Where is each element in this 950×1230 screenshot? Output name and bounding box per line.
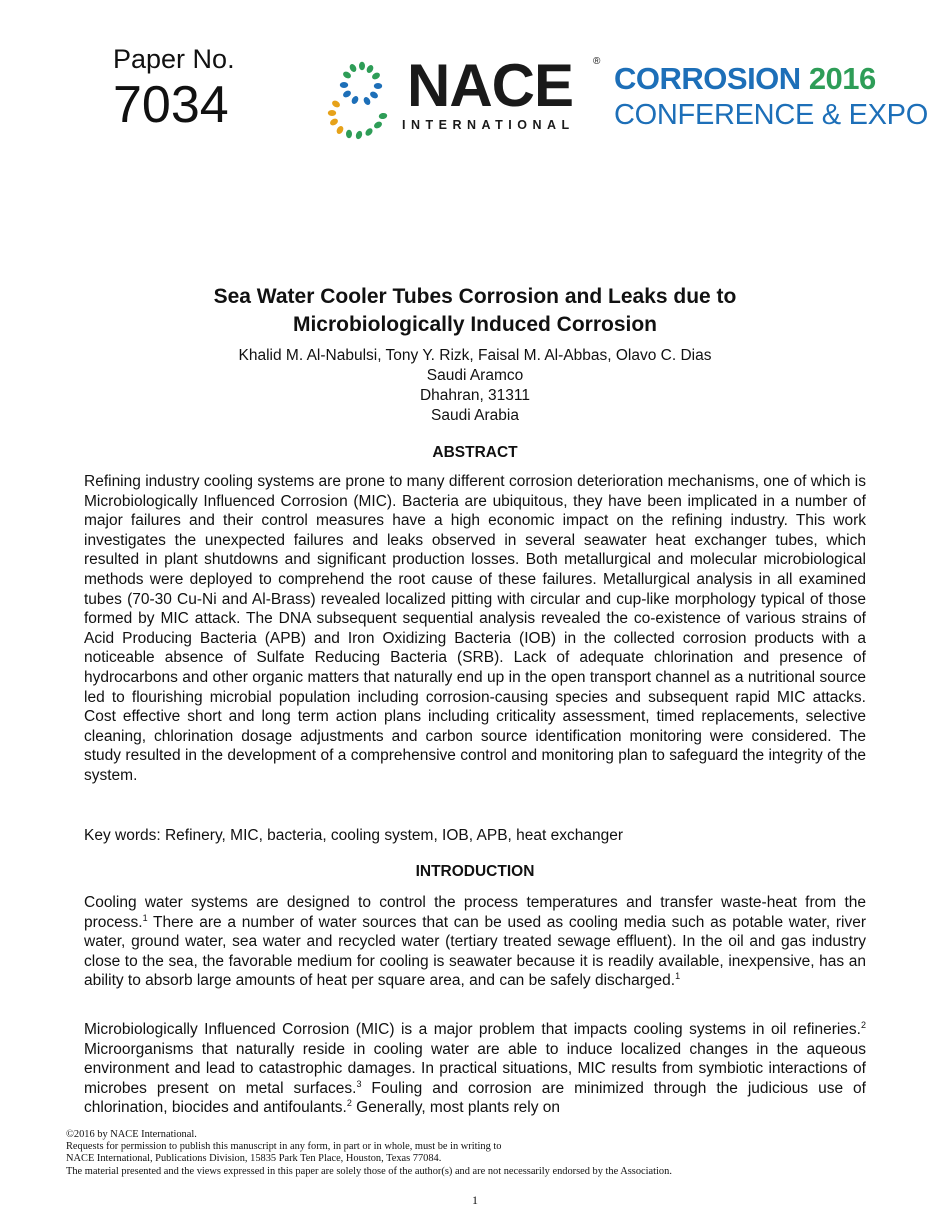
intro-paragraph-2: Microbiologically Influenced Corrosion (MIC) is a major problem that impacts cooling systems in oil refineries.$^2$ Microorganisms that naturally reside in cooling water are able to induce localized changes in the aqueous environment and lead to catastrophic damages. In practical situations, MIC results from symbiotic interactions of microbes present on metal surfaces.$^3$ Fouling and corrosion are minimized through the judicious use of chlorination, biocides and antifoulants.$^2$ Generally, most plants rely on: [84, 1019, 866, 1117]
conference-year: 2016: [808, 61, 876, 96]
address-line: NACE International, Publications Division, 15835 Park Ten Place, Houston, Texas 77084.: [66, 1153, 442, 1165]
copyright-footer: [66, 1129, 886, 1178]
conference-title: [614, 62, 928, 96]
citation-ref: 1: [142, 912, 148, 923]
nace-wordmark: NACE: [407, 52, 574, 119]
keywords: Key words: Refinery, MIC, bacteria, cooling system, IOB, APB, heat exchanger: [84, 827, 624, 844]
citation-ref: 3: [356, 1078, 362, 1089]
paper-number-block: [113, 44, 235, 134]
citation-ref: 1: [675, 971, 681, 982]
citation-ref: 2: [860, 1019, 866, 1030]
paper-label: Paper No.: [113, 44, 235, 74]
intro-paragraph-1: Cooling water systems are designed to control the process temperatures and transfer waste-heat from the process.$^1$ There are a number of water sources that can be used as cooling media such as potable water, river water, ground water, sea water and recycled water (tertiary treated sewage effluent). In the oil and gas industry close to the sea, the favorable medium for cooling is seawater because it is readily available, inexpensive, has an ability to absorb large amounts of heat per square area, and can be safely discharged.$^1$: [84, 894, 866, 990]
nace-international-label: INTERNATIONAL: [402, 118, 575, 132]
copyright-line: ©2016 by NACE International.: [66, 1129, 197, 1140]
paper-title: [100, 283, 850, 339]
title-line-1: Sea Water Cooler Tubes Corrosion and Leaks due to: [213, 285, 737, 308]
abstract-text: Refining industry cooling systems are prone to many different corrosion deterioration mechanisms, one of which is Microbiologically Influenced Corrosion (MIC). Bacteria are ubiquitous, they have been implicated in a number of major failures and their control measures have a high economic impact on the refining industry. This work investigates the unexpected failures and leaks observed in several seawater heat exchanger tubes, which resulted in plant shutdowns and significant production losses. Both metallurgical and molecular microbiological methods were deployed to comprehend the root cause of these failures. Metallurgical analysis in all examined tubes (70-30 Cu-Ni and Al-Brass) revealed localized pitting with circular and cup-like morphology typical of those formed by MIC attack. The DNA subsequent sequential analysis revealed the co-existence of various strains of Acid Producing Bacteria (APB) and Iron Oxidizing Bacteria (IOB) in the collected corrosion products with a noticeable absence of Sulfate Reducing Bacteria (SRB). Lack of adequate chlorination and presence of hydrocarbons and other organic matters that naturally end up in the open transport channel as a nutritional source led to flourishing microbial population including corrosion-causing species and subsequent rapid MIC attacks. Cost effective short and long term action plans including criticality assessment, timed replacements, selective cleaning, chlorination dosage adjustments and carbon source identification monitoring were considered. The study resulted in the development of a comprehensive control and monitoring plan to safeguard the integrity of the system.: [84, 473, 866, 784]
nace-swirl-icon: [322, 56, 402, 140]
author-country: Saudi Arabia: [431, 407, 519, 424]
disclaimer-line: The material presented and the views expressed in this paper are solely those of the author(s) and are not necessarily endorsed by the Association.: [66, 1165, 672, 1177]
title-line-2: Microbiologically Induced Corrosion: [292, 313, 658, 336]
author-company: Saudi Aramco: [426, 367, 524, 384]
author-city: Dhahran, 31311: [419, 387, 531, 404]
nace-logo: [322, 52, 604, 140]
author-block: [100, 346, 850, 426]
permission-line: Requests for permission to publish this manuscript in any form, in part or in whole, must be in writing to: [66, 1141, 502, 1153]
conference-name: CORROSION: [614, 61, 801, 96]
citation-ref: 2: [346, 1098, 352, 1109]
conference-subtitle: CONFERENCE & EXPO: [614, 99, 928, 131]
conference-logo: [614, 62, 928, 132]
paper-number: 7034: [113, 76, 229, 134]
introduction-heading: INTRODUCTION: [415, 863, 535, 880]
page-number: 1: [472, 1193, 478, 1207]
abstract-heading: ABSTRACT: [432, 444, 518, 461]
registered-mark: ®: [593, 56, 601, 67]
author-names: Khalid M. Al-Nabulsi, Tony Y. Rizk, Faisal M. Al-Abbas, Olavo C. Dias: [238, 347, 712, 364]
